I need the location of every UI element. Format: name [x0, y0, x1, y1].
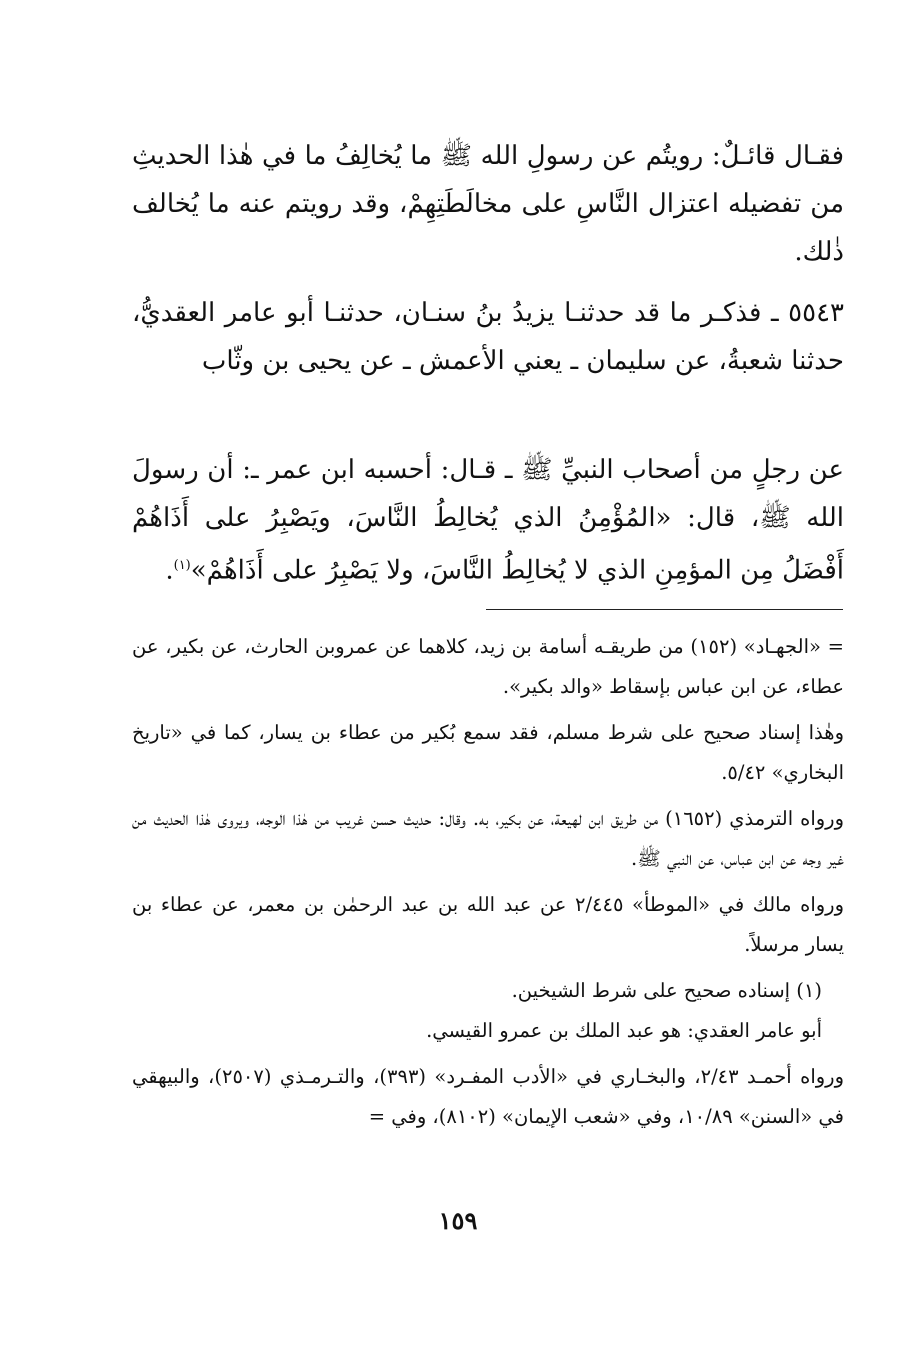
main-paragraph-isnad — [132, 289, 844, 385]
main-paragraph-intro — [132, 132, 844, 276]
page-number: ١٥٩ — [438, 1206, 478, 1235]
matn-end: . — [165, 555, 174, 586]
footnote-block — [132, 627, 844, 1137]
matn-text: عن رجلٍ من أصحاب النبيِّ ﷺ ـ قـال: أحسبه ابن عمر ـ: أن رسولَ الله ﷺ، قال: «المُؤْمِنُ الذي يُخالِطُ النَّاسَ، ويَصْبِرُ على أَذَاهُمْ أَفْضَلُ مِن المؤمِنِ الذي لا يُخالِطُ النَّاسَ، ولا يَصْبِرُ على أَذَاهُمْ» — [132, 455, 844, 586]
footnote-paragraph: ورواه الترمذي (١٦٥٢) من طريق ابن لهيعة، عن بكير، به. وقال: حديث حسن غريب من هٰذا الوجه، ويروى هٰذا الحديث من غير وجه عن ابن عباس، عن النبي ﷺ. — [132, 807, 844, 870]
intro-text: فقـال قائـلٌ: رويتُم عن رسولِ الله ﷺ ما يُخالِفُ ما في هٰذا الحديثِ من تفضيله اعتزال النَّاسِ على مخالَطَتِهِمْ، وقد رويتم عنه ما يُخالف ذٰلك. — [132, 141, 844, 267]
footnote-reference: (١) — [173, 558, 191, 573]
footnote-paragraph: ورواه أحمـد ٢/٤٣، والبخـاري في «الأدب المفـرد» (٣٩٣)، والتـرمـذي (٢٥٠٧)، والبيهقي في «السنن» ١٠/٨٩، وفي «شعب الإيمان» (٨١٠٢)، وفي = — [132, 1065, 845, 1128]
matn-paragraph — [132, 446, 844, 595]
footnote-paragraph: أبو عامر العقدي: هو عبد الملك بن عمرو القيسي. — [426, 1019, 822, 1042]
footnote-1: (١) إسناده صحيح على شرط الشيخين. — [511, 979, 822, 1002]
footnote-continuation: = «الجهـاد» (١٥٢) من طريقـه أسامة بن زيد، كلاهما عن عمروبن الحارث، عن بكير، عن عطاء، عن ابن عباس بإسقاط «والد بكير». — [132, 635, 844, 698]
footnote-separator — [486, 609, 843, 610]
footnote-paragraph: وهٰذا إسناد صحيح على شرط مسلم، فقد سمع بُكير من عطاء بن يسار، كما في «تاريخ البخاري» ٥/٤٢. — [132, 721, 844, 784]
main-paragraph-matn — [132, 446, 844, 595]
footnote-paragraph: ورواه مالك في «الموطأ» ٢/٤٤٥ عن عبد الله بن عبد الرحمٰن بن معمر، عن عطاء بن يسار مرسلاً. — [132, 893, 845, 956]
isnad-text: ٥٥٤٣ ـ فذكـر ما قد حدثنـا يزيدُ بنُ سنـان، حدثنـا أبو عامر العقديُّ، حدثنا شعبةُ، عن سليمان ـ يعني الأعمش ـ عن يحيى بن وثّاب — [132, 298, 844, 376]
